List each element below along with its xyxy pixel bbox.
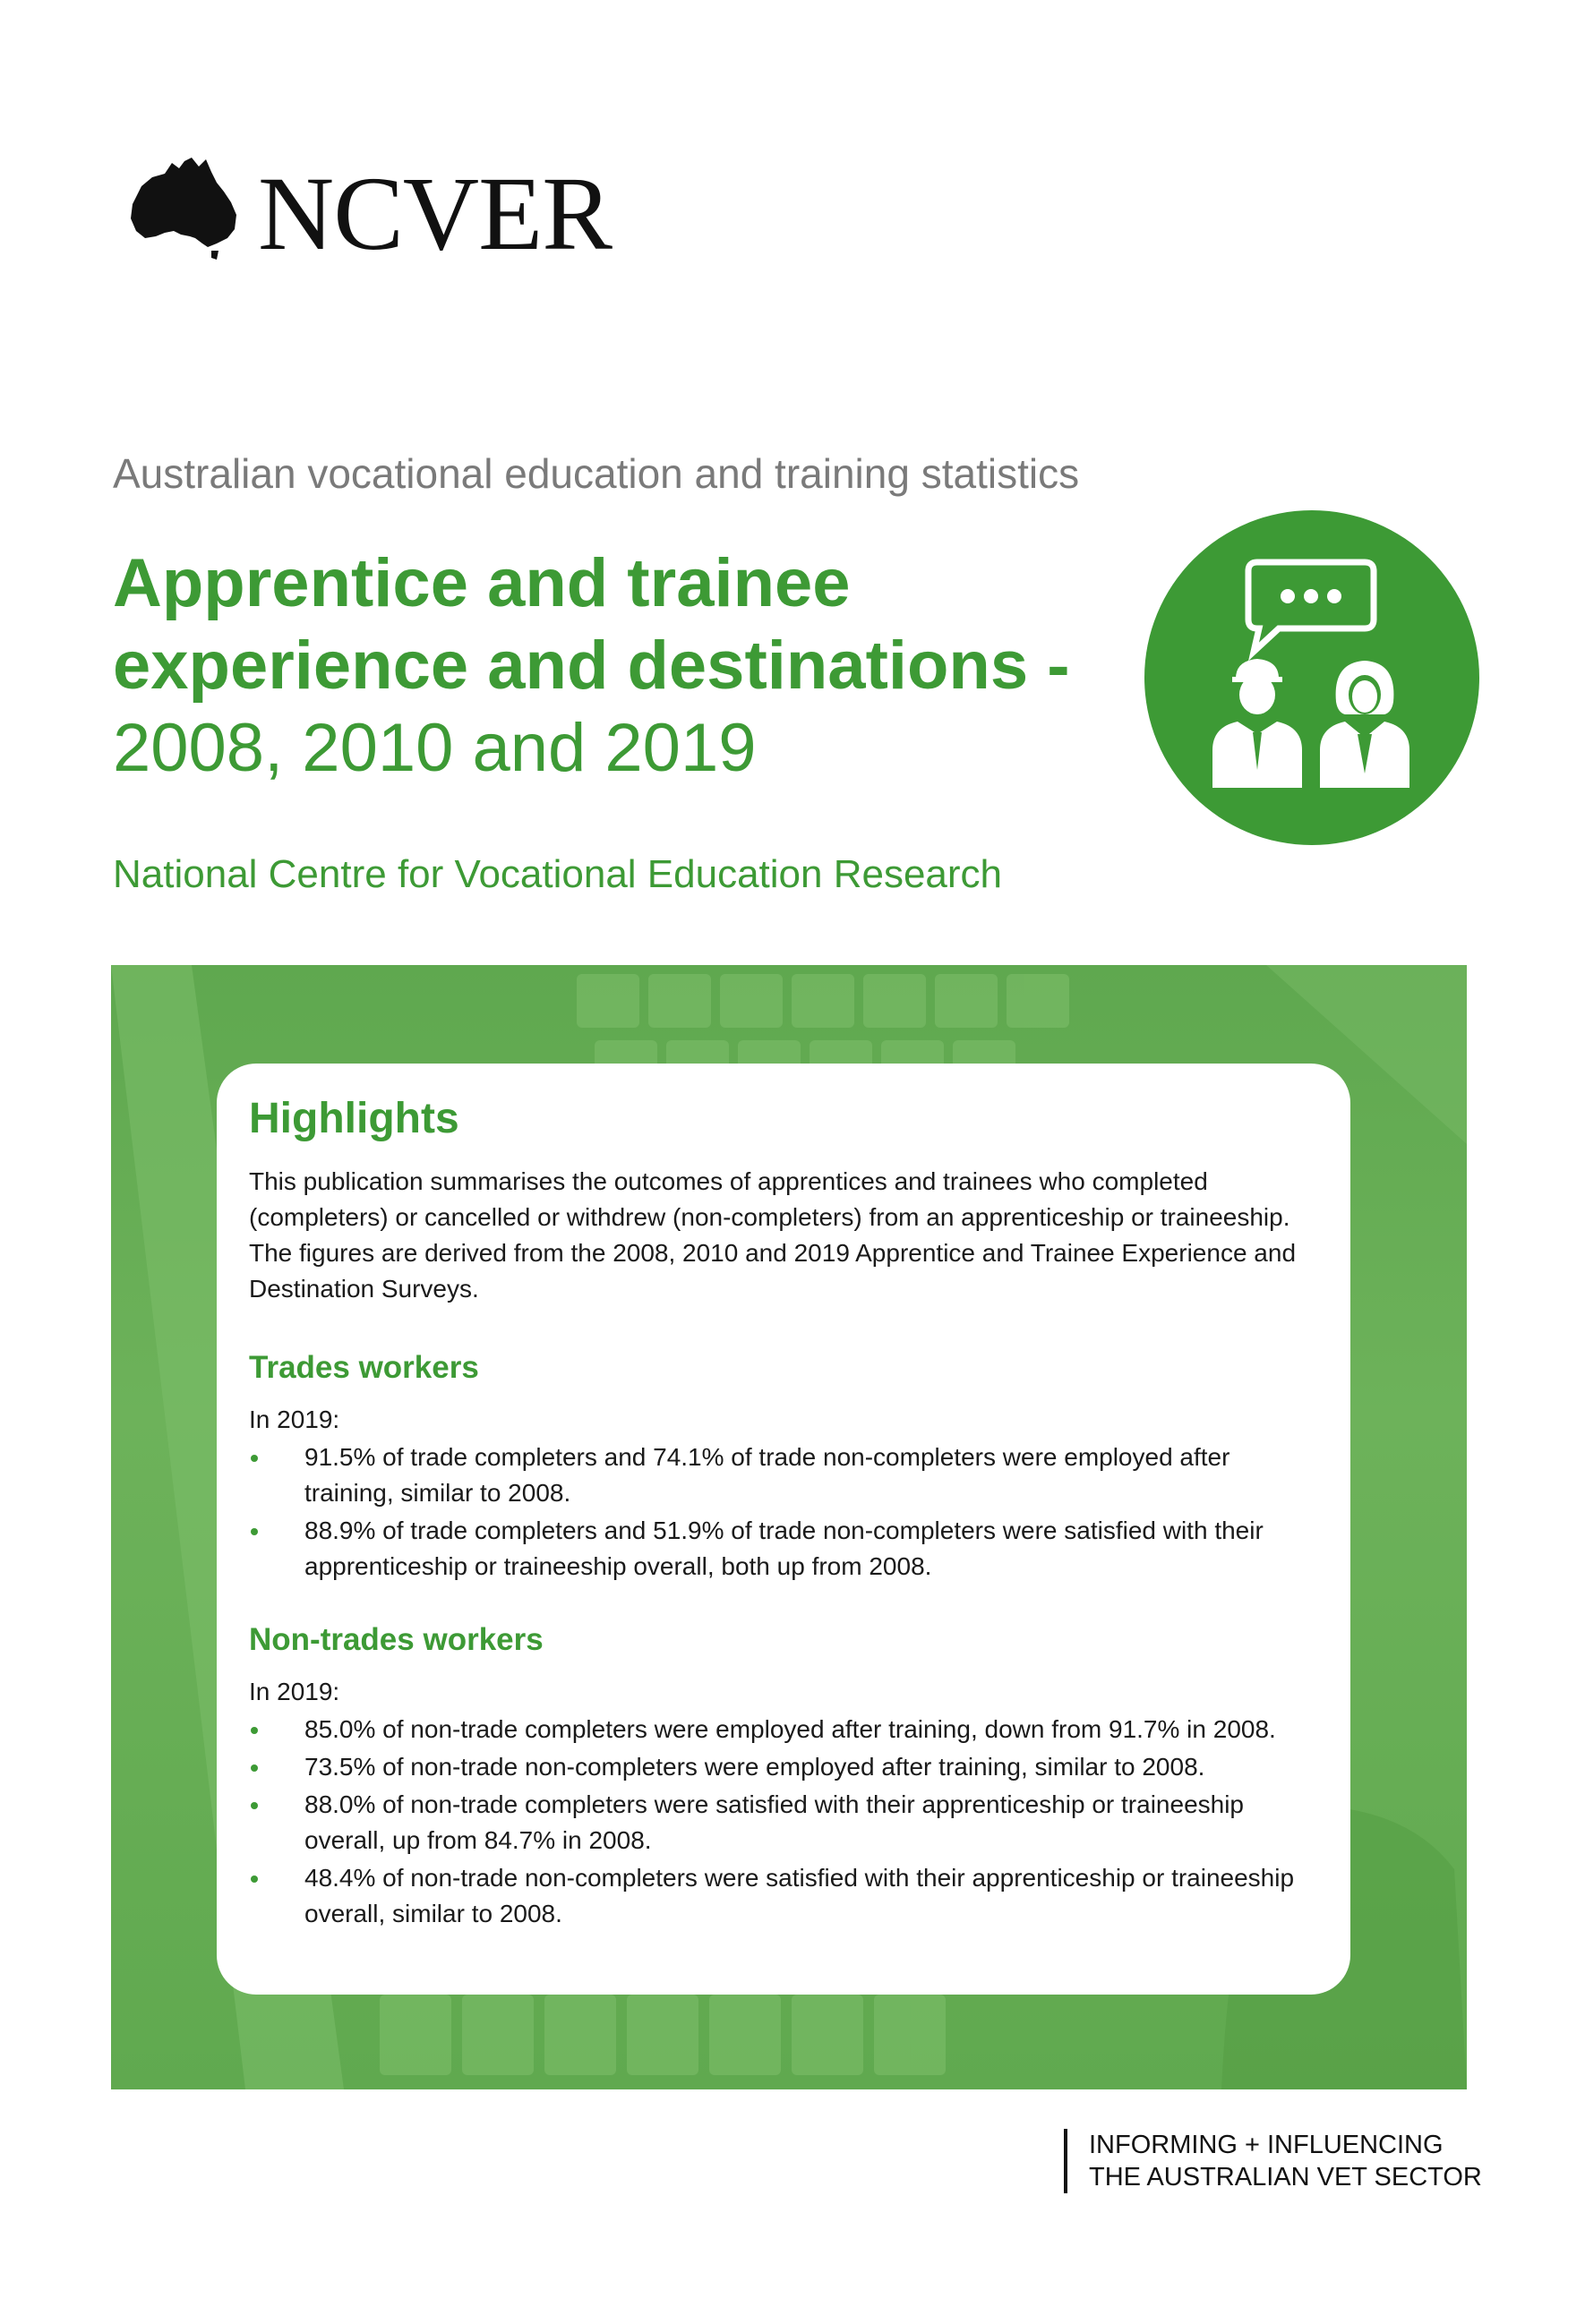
- bullet-icon: [251, 1727, 258, 1734]
- highlights-intro: This publication summarises the outcomes of apprentices and trainees who completed (completers) or cancelled or withdrew (non-completers) from an apprenticeship or traineeship. The figures are derived from the 2008, 2010 and 2019 Apprentice and Trainee Experience and Destination Surveys.: [249, 1167, 1297, 1303]
- page-title: [113, 543, 1070, 790]
- non-trades-heading: Non-trades workers: [249, 1622, 544, 1657]
- list-item: 88.9% of trade completers and 51.9% of trade non-completers were satisfied with their apprenticeship or traineeship overall, both up from 2008.: [249, 1513, 1324, 1585]
- bullet-icon: [251, 1802, 258, 1809]
- workers-conversation-icon: [1144, 510, 1479, 845]
- non-trades-bullet-list: [249, 1712, 1324, 1934]
- organisation-name: National Centre for Vocational Education Research: [113, 852, 1003, 896]
- bullet-icon: [251, 1455, 258, 1462]
- title-line-2: experience and destinations -: [113, 628, 1070, 704]
- non-trades-year-label: In 2019:: [249, 1678, 340, 1705]
- title-line-1: Apprentice and trainee: [113, 545, 851, 621]
- footer-tagline: [1064, 2129, 1482, 2193]
- highlights-card: [217, 1064, 1350, 1995]
- trades-bullet-list: [249, 1440, 1324, 1586]
- australia-map-icon: [125, 150, 251, 267]
- series-title: Australian vocational education and training statistics: [113, 450, 1080, 497]
- list-item: 85.0% of non-trade completers were employed after training, down from 91.7% in 2008.: [249, 1712, 1324, 1747]
- list-item: 48.4% of non-trade non-completers were satisfied with their apprenticeship or traineeship overall, similar to 2008.: [249, 1860, 1324, 1932]
- highlights-heading: Highlights: [249, 1095, 459, 1142]
- list-item: 73.5% of non-trade non-completers were employed after training, similar to 2008.: [249, 1749, 1324, 1785]
- tagline-line-2: THE AUSTRALIAN VET SECTOR: [1089, 2163, 1482, 2192]
- trades-heading: Trades workers: [249, 1350, 479, 1385]
- tagline-line-1: INFORMING + INFLUENCING: [1089, 2131, 1444, 2159]
- title-years: 2008, 2010 and 2019: [113, 710, 757, 786]
- bullet-icon: [251, 1528, 258, 1535]
- list-item: 91.5% of trade completers and 74.1% of trade non-completers were employed after training, similar to 2008.: [249, 1440, 1324, 1511]
- logo-text: NCVER: [258, 155, 612, 272]
- bullet-icon: [251, 1764, 258, 1772]
- bullet-icon: [251, 1875, 258, 1883]
- ncver-logo: [125, 150, 663, 276]
- trades-year-label: In 2019:: [249, 1406, 340, 1433]
- list-item: 88.0% of non-trade completers were satisfied with their apprenticeship or traineeship overall, up from 84.7% in 2008.: [249, 1787, 1324, 1858]
